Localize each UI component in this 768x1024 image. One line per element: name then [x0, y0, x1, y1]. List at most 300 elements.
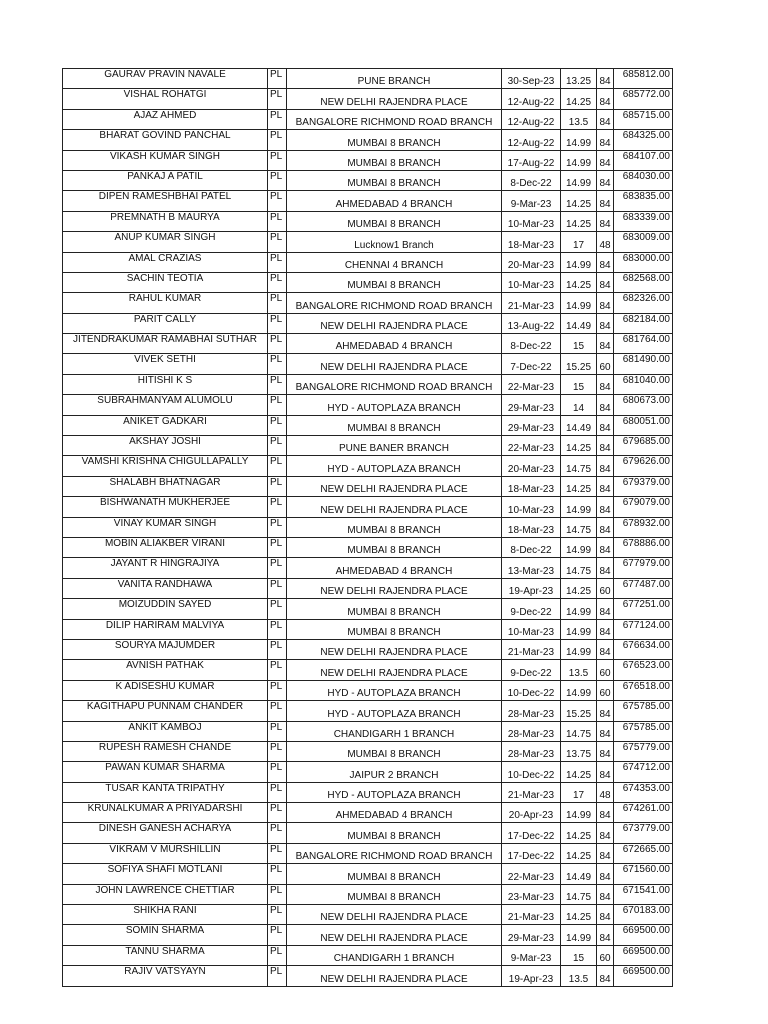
loan-amount-cell: 681764.00 — [614, 334, 673, 354]
tenure-cell: 84 — [597, 823, 614, 843]
interest-rate-cell: 14.99 — [561, 925, 597, 945]
loan-type-cell: PL — [268, 109, 287, 129]
borrower-name-cell: AJAZ AHMED — [63, 109, 268, 129]
table-row — [63, 803, 673, 823]
interest-rate-cell: 14 — [561, 395, 597, 415]
borrower-name-cell: SHALABH BHATNAGAR — [63, 476, 268, 496]
loan-type-cell: PL — [268, 803, 287, 823]
loan-type-cell: PL — [268, 558, 287, 578]
borrower-name-cell: PREMNATH B MAURYA — [63, 211, 268, 231]
borrower-name-cell: AMAL CRAZIAS — [63, 252, 268, 272]
loan-records-table — [62, 68, 673, 987]
table-row — [63, 456, 673, 476]
disbursal-date-cell: 9-Mar-23 — [502, 945, 561, 965]
disbursal-date-cell: 29-Mar-23 — [502, 925, 561, 945]
interest-rate-cell: 14.99 — [561, 537, 597, 557]
loan-type-cell: PL — [268, 599, 287, 619]
loan-amount-cell: 675785.00 — [614, 721, 673, 741]
tenure-cell: 84 — [597, 925, 614, 945]
loan-amount-cell: 670183.00 — [614, 905, 673, 925]
disbursal-date-cell: 17-Dec-22 — [502, 823, 561, 843]
borrower-name-cell: MOBIN ALIAKBER VIRANI — [63, 537, 268, 557]
interest-rate-cell: 15.25 — [561, 354, 597, 374]
loan-amount-cell: 684107.00 — [614, 150, 673, 170]
tenure-cell: 84 — [597, 966, 614, 986]
loan-type-cell: PL — [268, 232, 287, 252]
interest-rate-cell: 14.75 — [561, 517, 597, 537]
loan-type-cell: PL — [268, 89, 287, 109]
tenure-cell: 84 — [597, 517, 614, 537]
loan-amount-cell: 684030.00 — [614, 170, 673, 190]
disbursal-date-cell: 30-Sep-23 — [502, 69, 561, 89]
table-row — [63, 905, 673, 925]
loan-type-cell: PL — [268, 170, 287, 190]
loan-amount-cell: 682568.00 — [614, 272, 673, 292]
disbursal-date-cell: 18-Mar-23 — [502, 517, 561, 537]
loan-amount-cell: 685715.00 — [614, 109, 673, 129]
branch-cell: HYD - AUTOPLAZA BRANCH — [287, 395, 502, 415]
tenure-cell: 84 — [597, 864, 614, 884]
loan-type-cell: PL — [268, 701, 287, 721]
loan-amount-cell: 680051.00 — [614, 415, 673, 435]
borrower-name-cell: JAYANT R HINGRAJIYA — [63, 558, 268, 578]
tenure-cell: 84 — [597, 843, 614, 863]
interest-rate-cell: 13.75 — [561, 741, 597, 761]
interest-rate-cell: 14.49 — [561, 415, 597, 435]
branch-cell: MUMBAI 8 BRANCH — [287, 517, 502, 537]
borrower-name-cell: ANIKET GADKARI — [63, 415, 268, 435]
interest-rate-cell: 14.99 — [561, 619, 597, 639]
borrower-name-cell: AVNISH PATHAK — [63, 660, 268, 680]
borrower-name-cell: AKSHAY JOSHI — [63, 436, 268, 456]
borrower-name-cell: JITENDRAKUMAR RAMABHAI SUTHAR — [63, 334, 268, 354]
disbursal-date-cell: 13-Mar-23 — [502, 558, 561, 578]
interest-rate-cell: 13.5 — [561, 660, 597, 680]
tenure-cell: 84 — [597, 701, 614, 721]
table-row — [63, 374, 673, 394]
disbursal-date-cell: 10-Dec-22 — [502, 680, 561, 700]
tenure-cell: 84 — [597, 456, 614, 476]
table-row — [63, 721, 673, 741]
borrower-name-cell: ANUP KUMAR SINGH — [63, 232, 268, 252]
loan-type-cell: PL — [268, 293, 287, 313]
branch-cell: NEW DELHI RAJENDRA PLACE — [287, 89, 502, 109]
table-row — [63, 436, 673, 456]
disbursal-date-cell: 18-Mar-23 — [502, 476, 561, 496]
table-row — [63, 884, 673, 904]
tenure-cell: 84 — [597, 639, 614, 659]
table-row — [63, 476, 673, 496]
loan-type-cell: PL — [268, 721, 287, 741]
branch-cell: MUMBAI 8 BRANCH — [287, 211, 502, 231]
loan-amount-cell: 685772.00 — [614, 89, 673, 109]
borrower-name-cell: DINESH GANESH ACHARYA — [63, 823, 268, 843]
table-row — [63, 925, 673, 945]
borrower-name-cell: ANKIT KAMBOJ — [63, 721, 268, 741]
interest-rate-cell: 15 — [561, 945, 597, 965]
disbursal-date-cell: 21-Mar-23 — [502, 905, 561, 925]
branch-cell: AHMEDABAD 4 BRANCH — [287, 334, 502, 354]
branch-cell: MUMBAI 8 BRANCH — [287, 272, 502, 292]
interest-rate-cell: 14.99 — [561, 293, 597, 313]
loan-type-cell: PL — [268, 69, 287, 89]
branch-cell: MUMBAI 8 BRANCH — [287, 537, 502, 557]
branch-cell: AHMEDABAD 4 BRANCH — [287, 558, 502, 578]
interest-rate-cell: 14.99 — [561, 599, 597, 619]
tenure-cell: 84 — [597, 191, 614, 211]
loan-type-cell: PL — [268, 456, 287, 476]
interest-rate-cell: 14.25 — [561, 272, 597, 292]
table-row — [63, 89, 673, 109]
loan-type-cell: PL — [268, 334, 287, 354]
table-row — [63, 599, 673, 619]
branch-cell: MUMBAI 8 BRANCH — [287, 884, 502, 904]
disbursal-date-cell: 9-Dec-22 — [502, 599, 561, 619]
branch-cell: MUMBAI 8 BRANCH — [287, 741, 502, 761]
borrower-name-cell: TANNU SHARMA — [63, 945, 268, 965]
loan-records-body — [63, 69, 673, 987]
interest-rate-cell: 14.99 — [561, 170, 597, 190]
disbursal-date-cell: 8-Dec-22 — [502, 537, 561, 557]
loan-amount-cell: 674712.00 — [614, 762, 673, 782]
borrower-name-cell: VISHAL ROHATGI — [63, 89, 268, 109]
branch-cell: MUMBAI 8 BRANCH — [287, 415, 502, 435]
interest-rate-cell: 14.99 — [561, 803, 597, 823]
disbursal-date-cell: 22-Mar-23 — [502, 374, 561, 394]
loan-amount-cell: 673779.00 — [614, 823, 673, 843]
tenure-cell: 84 — [597, 558, 614, 578]
branch-cell: CHANDIGARH 1 BRANCH — [287, 721, 502, 741]
disbursal-date-cell: 20-Mar-23 — [502, 456, 561, 476]
loan-type-cell: PL — [268, 884, 287, 904]
branch-cell: CHANDIGARH 1 BRANCH — [287, 945, 502, 965]
disbursal-date-cell: 21-Mar-23 — [502, 639, 561, 659]
branch-cell: MUMBAI 8 BRANCH — [287, 599, 502, 619]
tenure-cell: 84 — [597, 537, 614, 557]
disbursal-date-cell: 10-Mar-23 — [502, 497, 561, 517]
borrower-name-cell: VINAY KUMAR SINGH — [63, 517, 268, 537]
branch-cell: MUMBAI 8 BRANCH — [287, 823, 502, 843]
interest-rate-cell: 14.99 — [561, 150, 597, 170]
table-row — [63, 497, 673, 517]
interest-rate-cell: 15 — [561, 334, 597, 354]
interest-rate-cell: 15.25 — [561, 701, 597, 721]
tenure-cell: 84 — [597, 130, 614, 150]
table-row — [63, 558, 673, 578]
tenure-cell: 84 — [597, 109, 614, 129]
loan-amount-cell: 679626.00 — [614, 456, 673, 476]
loan-type-cell: PL — [268, 130, 287, 150]
tenure-cell: 84 — [597, 762, 614, 782]
table-row — [63, 252, 673, 272]
disbursal-date-cell: 9-Dec-22 — [502, 660, 561, 680]
borrower-name-cell: JOHN LAWRENCE CHETTIAR — [63, 884, 268, 904]
branch-cell: MUMBAI 8 BRANCH — [287, 619, 502, 639]
loan-type-cell: PL — [268, 476, 287, 496]
disbursal-date-cell: 13-Aug-22 — [502, 313, 561, 333]
tenure-cell: 84 — [597, 150, 614, 170]
interest-rate-cell: 14.99 — [561, 252, 597, 272]
loan-type-cell: PL — [268, 741, 287, 761]
borrower-name-cell: MOIZUDDIN SAYED — [63, 599, 268, 619]
loan-amount-cell: 677487.00 — [614, 578, 673, 598]
interest-rate-cell: 14.25 — [561, 211, 597, 231]
table-row — [63, 945, 673, 965]
loan-amount-cell: 683009.00 — [614, 232, 673, 252]
branch-cell: MUMBAI 8 BRANCH — [287, 170, 502, 190]
disbursal-date-cell: 29-Mar-23 — [502, 415, 561, 435]
loan-type-cell: PL — [268, 945, 287, 965]
loan-amount-cell: 677251.00 — [614, 599, 673, 619]
borrower-name-cell: VANITA RANDHAWA — [63, 578, 268, 598]
disbursal-date-cell: 28-Mar-23 — [502, 701, 561, 721]
loan-amount-cell: 679379.00 — [614, 476, 673, 496]
loan-type-cell: PL — [268, 578, 287, 598]
interest-rate-cell: 13.5 — [561, 966, 597, 986]
tenure-cell: 84 — [597, 374, 614, 394]
loan-amount-cell: 683835.00 — [614, 191, 673, 211]
branch-cell: CHENNAI 4 BRANCH — [287, 252, 502, 272]
table-row — [63, 109, 673, 129]
tenure-cell: 48 — [597, 782, 614, 802]
loan-amount-cell: 685812.00 — [614, 69, 673, 89]
table-row — [63, 823, 673, 843]
loan-amount-cell: 677124.00 — [614, 619, 673, 639]
loan-amount-cell: 679685.00 — [614, 436, 673, 456]
loan-type-cell: PL — [268, 191, 287, 211]
tenure-cell: 84 — [597, 334, 614, 354]
interest-rate-cell: 14.25 — [561, 905, 597, 925]
disbursal-date-cell: 12-Aug-22 — [502, 109, 561, 129]
interest-rate-cell: 14.25 — [561, 578, 597, 598]
loan-amount-cell: 675779.00 — [614, 741, 673, 761]
tenure-cell: 84 — [597, 497, 614, 517]
tenure-cell: 84 — [597, 395, 614, 415]
borrower-name-cell: HITISHI K S — [63, 374, 268, 394]
borrower-name-cell: KRUNALKUMAR A PRIYADARSHI — [63, 803, 268, 823]
table-row — [63, 272, 673, 292]
interest-rate-cell: 14.99 — [561, 639, 597, 659]
tenure-cell: 60 — [597, 578, 614, 598]
disbursal-date-cell: 22-Mar-23 — [502, 864, 561, 884]
table-row — [63, 517, 673, 537]
loan-amount-cell: 675785.00 — [614, 701, 673, 721]
table-row — [63, 701, 673, 721]
branch-cell: NEW DELHI RAJENDRA PLACE — [287, 905, 502, 925]
branch-cell: BANGALORE RICHMOND ROAD BRANCH — [287, 374, 502, 394]
borrower-name-cell: PAWAN KUMAR SHARMA — [63, 762, 268, 782]
branch-cell: HYD - AUTOPLAZA BRANCH — [287, 782, 502, 802]
interest-rate-cell: 14.25 — [561, 476, 597, 496]
loan-amount-cell: 676518.00 — [614, 680, 673, 700]
loan-type-cell: PL — [268, 537, 287, 557]
loan-amount-cell: 682184.00 — [614, 313, 673, 333]
loan-amount-cell: 679079.00 — [614, 497, 673, 517]
interest-rate-cell: 14.25 — [561, 823, 597, 843]
borrower-name-cell: TUSAR KANTA TRIPATHY — [63, 782, 268, 802]
table-row — [63, 680, 673, 700]
interest-rate-cell: 14.25 — [561, 843, 597, 863]
borrower-name-cell: VIKRAM V MURSHILLIN — [63, 843, 268, 863]
disbursal-date-cell: 8-Dec-22 — [502, 334, 561, 354]
borrower-name-cell: RAJIV VATSYAYN — [63, 966, 268, 986]
interest-rate-cell: 14.25 — [561, 436, 597, 456]
loan-type-cell: PL — [268, 211, 287, 231]
loan-type-cell: PL — [268, 354, 287, 374]
borrower-name-cell: VIKASH KUMAR SINGH — [63, 150, 268, 170]
loan-amount-cell: 677979.00 — [614, 558, 673, 578]
borrower-name-cell: GAURAV PRAVIN NAVALE — [63, 69, 268, 89]
disbursal-date-cell: 10-Dec-22 — [502, 762, 561, 782]
table-row — [63, 395, 673, 415]
loan-type-cell: PL — [268, 782, 287, 802]
borrower-name-cell: SACHIN TEOTIA — [63, 272, 268, 292]
loan-amount-cell: 671541.00 — [614, 884, 673, 904]
table-row — [63, 578, 673, 598]
tenure-cell: 84 — [597, 89, 614, 109]
tenure-cell: 84 — [597, 803, 614, 823]
borrower-name-cell: SUBRAHMANYAM ALUMOLU — [63, 395, 268, 415]
tenure-cell: 84 — [597, 436, 614, 456]
table-row — [63, 639, 673, 659]
table-row — [63, 741, 673, 761]
disbursal-date-cell: 23-Mar-23 — [502, 884, 561, 904]
interest-rate-cell: 13.25 — [561, 69, 597, 89]
loan-amount-cell: 681040.00 — [614, 374, 673, 394]
loan-type-cell: PL — [268, 436, 287, 456]
disbursal-date-cell: 17-Aug-22 — [502, 150, 561, 170]
loan-type-cell: PL — [268, 905, 287, 925]
tenure-cell: 84 — [597, 721, 614, 741]
loan-type-cell: PL — [268, 313, 287, 333]
interest-rate-cell: 17 — [561, 232, 597, 252]
table-row — [63, 354, 673, 374]
loan-amount-cell: 682326.00 — [614, 293, 673, 313]
branch-cell: BANGALORE RICHMOND ROAD BRANCH — [287, 843, 502, 863]
tenure-cell: 84 — [597, 313, 614, 333]
tenure-cell: 84 — [597, 211, 614, 231]
table-row — [63, 334, 673, 354]
borrower-name-cell: RAHUL KUMAR — [63, 293, 268, 313]
borrower-name-cell: VAMSHI KRISHNA CHIGULLAPALLY — [63, 456, 268, 476]
interest-rate-cell: 14.99 — [561, 680, 597, 700]
interest-rate-cell: 14.75 — [561, 558, 597, 578]
disbursal-date-cell: 28-Mar-23 — [502, 741, 561, 761]
loan-type-cell: PL — [268, 823, 287, 843]
tenure-cell: 60 — [597, 680, 614, 700]
interest-rate-cell: 14.75 — [561, 884, 597, 904]
borrower-name-cell: DIPEN RAMESHBHAI PATEL — [63, 191, 268, 211]
loan-type-cell: PL — [268, 864, 287, 884]
tenure-cell: 84 — [597, 415, 614, 435]
loan-type-cell: PL — [268, 762, 287, 782]
tenure-cell: 84 — [597, 741, 614, 761]
borrower-name-cell: RUPESH RAMESH CHANDE — [63, 741, 268, 761]
loan-amount-cell: 669500.00 — [614, 925, 673, 945]
loan-amount-cell: 669500.00 — [614, 945, 673, 965]
disbursal-date-cell: 20-Apr-23 — [502, 803, 561, 823]
disbursal-date-cell: 9-Mar-23 — [502, 191, 561, 211]
borrower-name-cell: SOFIYA SHAFI MOTLANI — [63, 864, 268, 884]
tenure-cell: 60 — [597, 354, 614, 374]
loan-type-cell: PL — [268, 660, 287, 680]
interest-rate-cell: 17 — [561, 782, 597, 802]
tenure-cell: 84 — [597, 293, 614, 313]
loan-type-cell: PL — [268, 619, 287, 639]
disbursal-date-cell: 8-Dec-22 — [502, 170, 561, 190]
branch-cell: NEW DELHI RAJENDRA PLACE — [287, 660, 502, 680]
borrower-name-cell: K ADISESHU KUMAR — [63, 680, 268, 700]
tenure-cell: 84 — [597, 170, 614, 190]
disbursal-date-cell: 10-Mar-23 — [502, 211, 561, 231]
tenure-cell: 84 — [597, 69, 614, 89]
loan-type-cell: PL — [268, 252, 287, 272]
table-row — [63, 130, 673, 150]
tenure-cell: 84 — [597, 476, 614, 496]
branch-cell: NEW DELHI RAJENDRA PLACE — [287, 578, 502, 598]
branch-cell: BANGALORE RICHMOND ROAD BRANCH — [287, 293, 502, 313]
interest-rate-cell: 14.25 — [561, 89, 597, 109]
tenure-cell: 84 — [597, 905, 614, 925]
table-row — [63, 864, 673, 884]
loan-amount-cell: 676634.00 — [614, 639, 673, 659]
borrower-name-cell: SOMIN SHARMA — [63, 925, 268, 945]
table-row — [63, 966, 673, 986]
disbursal-date-cell: 7-Dec-22 — [502, 354, 561, 374]
branch-cell: NEW DELHI RAJENDRA PLACE — [287, 497, 502, 517]
branch-cell: MUMBAI 8 BRANCH — [287, 150, 502, 170]
loan-amount-cell: 669500.00 — [614, 966, 673, 986]
interest-rate-cell: 14.49 — [561, 864, 597, 884]
loan-amount-cell: 674353.00 — [614, 782, 673, 802]
table-row — [63, 415, 673, 435]
loan-amount-cell: 678932.00 — [614, 517, 673, 537]
disbursal-date-cell: 12-Aug-22 — [502, 89, 561, 109]
branch-cell: NEW DELHI RAJENDRA PLACE — [287, 639, 502, 659]
interest-rate-cell: 14.99 — [561, 130, 597, 150]
disbursal-date-cell: 19-Apr-23 — [502, 578, 561, 598]
branch-cell: JAIPUR 2 BRANCH — [287, 762, 502, 782]
table-row — [63, 660, 673, 680]
loan-amount-cell: 683000.00 — [614, 252, 673, 272]
disbursal-date-cell: 22-Mar-23 — [502, 436, 561, 456]
tenure-cell: 84 — [597, 599, 614, 619]
borrower-name-cell: VIVEK SETHI — [63, 354, 268, 374]
loan-type-cell: PL — [268, 272, 287, 292]
loan-type-cell: PL — [268, 680, 287, 700]
loan-amount-cell: 672665.00 — [614, 843, 673, 863]
loan-amount-cell: 674261.00 — [614, 803, 673, 823]
table-row — [63, 191, 673, 211]
borrower-name-cell: PARIT CALLY — [63, 313, 268, 333]
table-row — [63, 619, 673, 639]
tenure-cell: 84 — [597, 272, 614, 292]
branch-cell: NEW DELHI RAJENDRA PLACE — [287, 313, 502, 333]
branch-cell: NEW DELHI RAJENDRA PLACE — [287, 354, 502, 374]
branch-cell: PUNE BANER BRANCH — [287, 436, 502, 456]
disbursal-date-cell: 29-Mar-23 — [502, 395, 561, 415]
loan-amount-cell: 684325.00 — [614, 130, 673, 150]
disbursal-date-cell: 21-Mar-23 — [502, 782, 561, 802]
borrower-name-cell: SHIKHA RANI — [63, 905, 268, 925]
interest-rate-cell: 14.25 — [561, 191, 597, 211]
loan-type-cell: PL — [268, 843, 287, 863]
branch-cell: AHMEDABAD 4 BRANCH — [287, 803, 502, 823]
branch-cell: HYD - AUTOPLAZA BRANCH — [287, 680, 502, 700]
table-row — [63, 211, 673, 231]
table-row — [63, 170, 673, 190]
table-row — [63, 69, 673, 89]
